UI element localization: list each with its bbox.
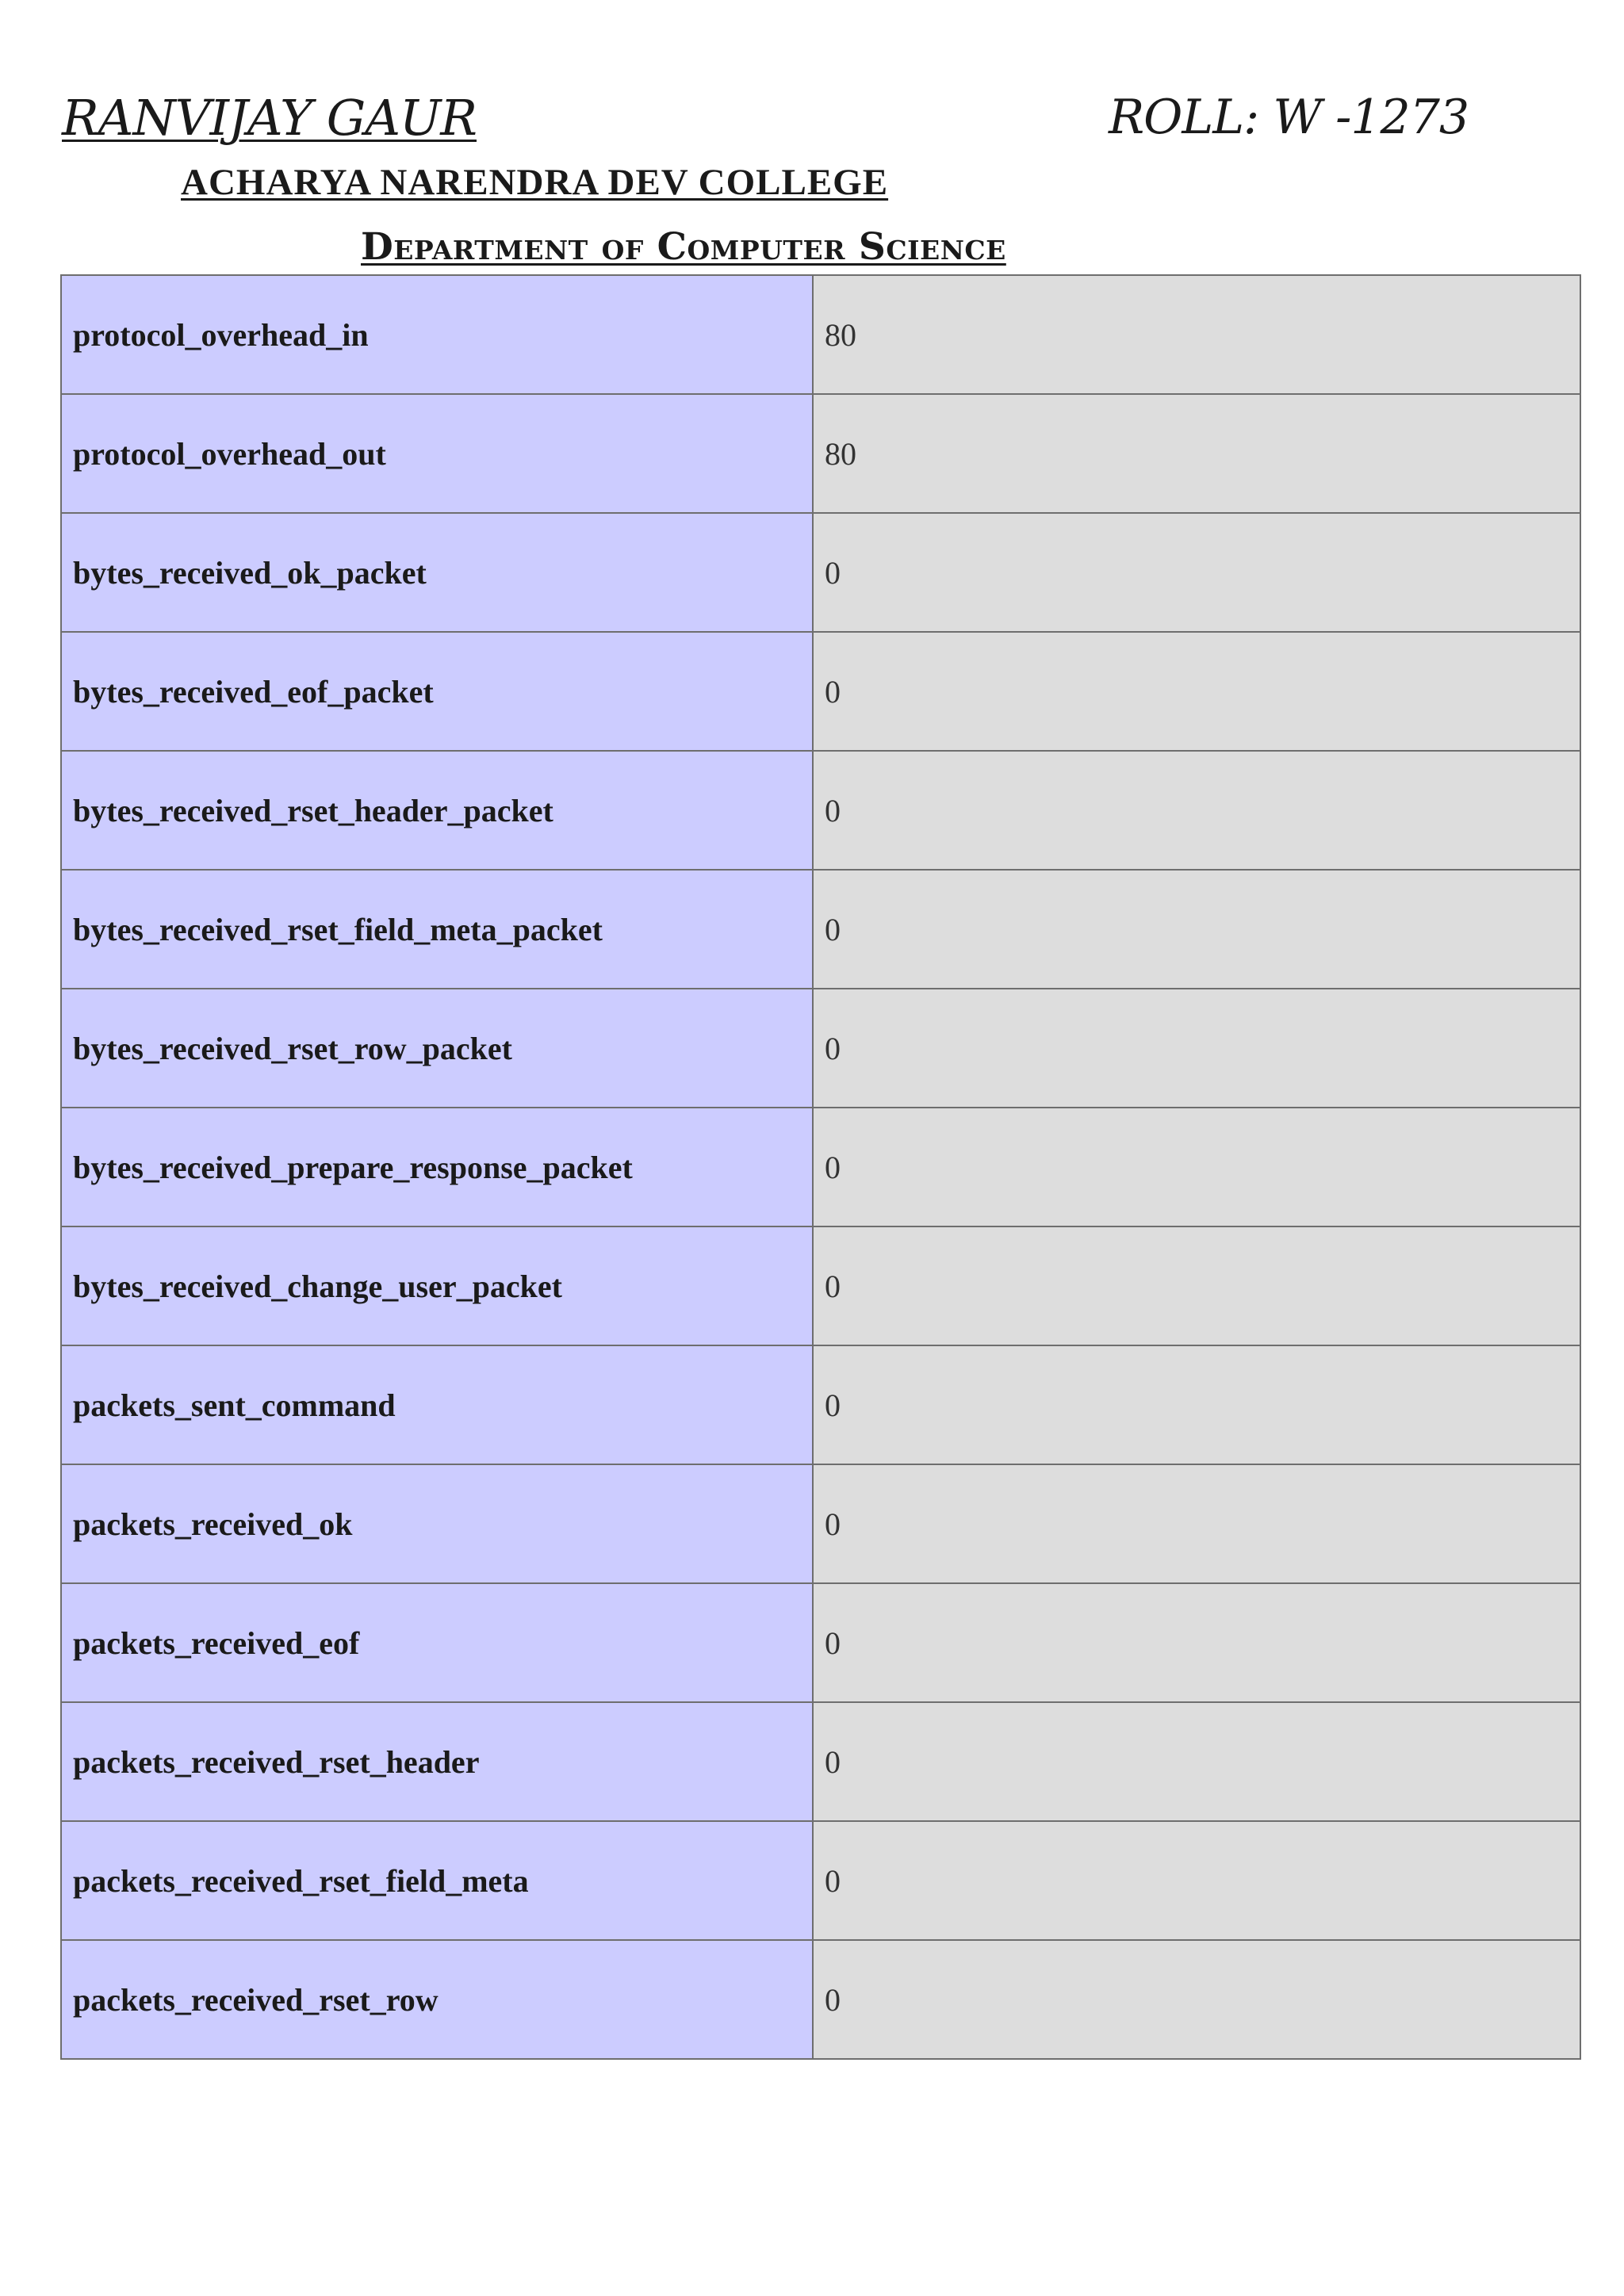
stat-value: 0 [813,1108,1580,1226]
stat-value: 0 [813,1702,1580,1821]
stat-value: 0 [813,1226,1580,1345]
stat-name: bytes_received_rset_field_meta_packet [61,870,813,989]
student-name: RANVIJAY GAUR [62,89,477,147]
stat-name: bytes_received_prepare_response_packet [61,1108,813,1226]
stat-name: packets_received_eof [61,1583,813,1702]
stat-value: 0 [813,1345,1580,1464]
stat-name: bytes_received_change_user_packet [61,1226,813,1345]
stat-value: 0 [813,1464,1580,1583]
stat-value: 0 [813,1940,1580,2059]
table-row [61,632,1580,751]
stat-name: protocol_overhead_in [61,275,813,394]
table-row [61,1108,1580,1226]
department-name: Department of Computer Science [361,225,1006,269]
table-row [61,1940,1580,2059]
stat-value: 0 [813,989,1580,1108]
table-row [61,1464,1580,1583]
stat-value: 0 [813,1821,1580,1940]
table-row [61,513,1580,632]
stat-value: 0 [813,751,1580,870]
table-row [61,1345,1580,1464]
stat-name: packets_received_rset_row [61,1940,813,2059]
stat-value: 0 [813,632,1580,751]
stat-name: bytes_received_rset_header_packet [61,751,813,870]
stat-name: bytes_received_rset_row_packet [61,989,813,1108]
table-row [61,989,1580,1108]
stat-value: 0 [813,513,1580,632]
stats-table [60,274,1581,2060]
table-row [61,1583,1580,1702]
stat-value: 0 [813,870,1580,989]
stat-name: packets_received_rset_header [61,1702,813,1821]
table-row [61,751,1580,870]
stat-value: 80 [813,275,1580,394]
table-row [61,1821,1580,1940]
stat-value: 80 [813,394,1580,513]
table-row [61,870,1580,989]
table-row [61,394,1580,513]
college-name: ACHARYA NARENDRA DEV COLLEGE [181,162,889,203]
stat-name: bytes_received_ok_packet [61,513,813,632]
stat-value: 0 [813,1583,1580,1702]
roll-number: ROLL: W -1273 [1109,90,1469,145]
stat-name: protocol_overhead_out [61,394,813,513]
stat-name: packets_sent_command [61,1345,813,1464]
stat-name: bytes_received_eof_packet [61,632,813,751]
table-row [61,1226,1580,1345]
table-row [61,275,1580,394]
table-row [61,1702,1580,1821]
stat-name: packets_received_rset_field_meta [61,1821,813,1940]
stat-name: packets_received_ok [61,1464,813,1583]
